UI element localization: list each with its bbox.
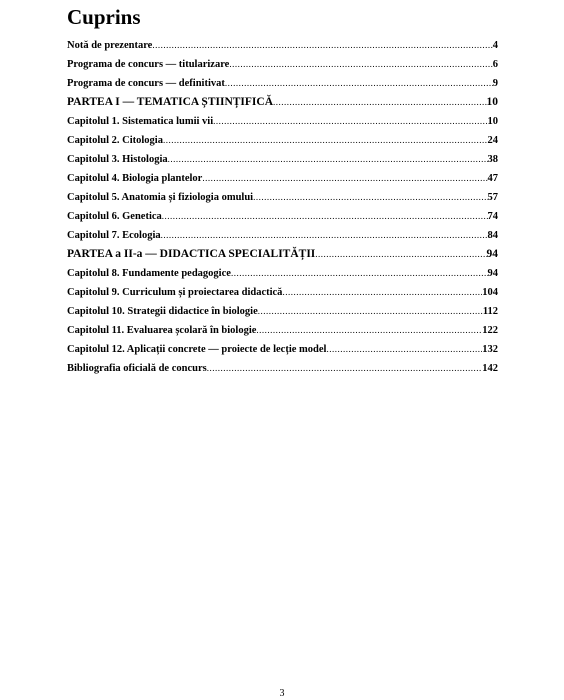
dot-leader bbox=[202, 169, 487, 188]
toc-entry-page: 38 bbox=[487, 154, 498, 165]
toc-entry-label: Capitolul 8. Fundamente pedagogice bbox=[67, 268, 231, 279]
toc-part-label: PARTEA I — TEMATICA ȘTIINȚIFICĂ bbox=[67, 96, 274, 108]
toc-entry-label: Capitolul 10. Strategii didactice în biologie bbox=[67, 306, 258, 317]
toc-entry-label: Capitolul 4. Biologia plantelor bbox=[67, 173, 203, 184]
toc-entry-label: Capitolul 9. Curriculum și proiectarea didactică bbox=[67, 287, 283, 298]
toc-entry-capitolul-11[interactable] bbox=[67, 321, 498, 340]
toc-entry-capitolul-8[interactable] bbox=[67, 264, 498, 283]
toc-entry-page: 112 bbox=[482, 306, 498, 317]
dot-leader bbox=[231, 264, 488, 283]
toc-entry-label: Capitolul 6. Genetica bbox=[67, 211, 162, 222]
dot-leader bbox=[315, 245, 486, 264]
dot-leader bbox=[273, 93, 486, 112]
toc-entry-page: 104 bbox=[482, 287, 498, 298]
toc-entry-page: 47 bbox=[487, 173, 498, 184]
dot-leader bbox=[282, 283, 482, 302]
toc-entry-label: Capitolul 11. Evaluarea școlară în biologie bbox=[67, 325, 257, 336]
toc-entry-label: Capitolul 7. Ecologia bbox=[67, 230, 161, 241]
toc-entry-nota-de-prezentare[interactable] bbox=[67, 36, 498, 55]
toc-entry-label: Programa de concurs — titularizare bbox=[67, 59, 230, 70]
toc-entry-capitolul-10[interactable] bbox=[67, 302, 498, 321]
toc-entry-page: 74 bbox=[487, 211, 498, 222]
dot-leader bbox=[163, 131, 488, 150]
dot-leader bbox=[229, 55, 492, 74]
page-number: 3 bbox=[279, 688, 285, 699]
toc-entry-capitolul-1[interactable] bbox=[67, 112, 498, 131]
dot-leader bbox=[161, 226, 488, 245]
toc-entry-label: Notă de prezentare bbox=[67, 40, 153, 51]
dot-leader bbox=[253, 188, 487, 207]
dot-leader bbox=[168, 150, 488, 169]
toc-entry-page: 122 bbox=[482, 325, 498, 336]
toc-entry-capitolul-9[interactable] bbox=[67, 283, 498, 302]
toc-part-label: PARTEA a II-a — DIDACTICA SPECIALITĂȚII bbox=[67, 248, 316, 260]
toc-part-heading-1[interactable] bbox=[67, 93, 498, 112]
toc-entry-page: 10 bbox=[486, 96, 498, 108]
table-of-contents bbox=[67, 36, 498, 378]
toc-entry-page: 10 bbox=[487, 116, 498, 127]
toc-part-heading-2[interactable] bbox=[67, 245, 498, 264]
toc-entry-label: Bibliografia oficială de concurs bbox=[67, 363, 207, 374]
toc-entry-page: 94 bbox=[486, 248, 498, 260]
toc-entry-capitolul-3[interactable] bbox=[67, 150, 498, 169]
toc-entry-capitolul-5[interactable] bbox=[67, 188, 498, 207]
toc-entry-label: Capitolul 2. Citologia bbox=[67, 135, 163, 146]
toc-entry-page: 9 bbox=[492, 78, 498, 89]
toc-entry-programa-definitivat[interactable] bbox=[67, 74, 498, 93]
dot-leader bbox=[326, 340, 482, 359]
dot-leader bbox=[152, 36, 492, 55]
toc-entry-capitolul-4[interactable] bbox=[67, 169, 498, 188]
toc-entry-label: Capitolul 12. Aplicații concrete — proiecte de lecție model bbox=[67, 344, 327, 355]
dot-leader bbox=[207, 359, 483, 378]
toc-entry-page: 4 bbox=[492, 40, 498, 51]
toc-entry-label: Programa de concurs — definitivat bbox=[67, 78, 225, 89]
toc-entry-capitolul-7[interactable] bbox=[67, 226, 498, 245]
toc-entry-capitolul-6[interactable] bbox=[67, 207, 498, 226]
toc-entry-page: 6 bbox=[492, 59, 498, 70]
toc-entry-page: 94 bbox=[487, 268, 498, 279]
toc-entry-page: 57 bbox=[487, 192, 498, 203]
toc-entry-page: 142 bbox=[482, 363, 498, 374]
toc-entry-page: 132 bbox=[482, 344, 498, 355]
page-title: Cuprins bbox=[67, 5, 141, 29]
dot-leader bbox=[225, 74, 493, 93]
dot-leader bbox=[213, 112, 487, 131]
dot-leader bbox=[258, 302, 483, 321]
dot-leader bbox=[162, 207, 488, 226]
toc-entry-page: 24 bbox=[487, 135, 498, 146]
toc-entry-label: Capitolul 1. Sistematica lumii vii bbox=[67, 116, 214, 127]
toc-entry-page: 84 bbox=[487, 230, 498, 241]
toc-entry-capitolul-12[interactable] bbox=[67, 340, 498, 359]
toc-entry-label: Capitolul 3. Histologia bbox=[67, 154, 168, 165]
dot-leader bbox=[256, 321, 482, 340]
toc-entry-bibliografia[interactable] bbox=[67, 359, 498, 378]
toc-entry-programa-titularizare[interactable] bbox=[67, 55, 498, 74]
toc-entry-capitolul-2[interactable] bbox=[67, 131, 498, 150]
toc-entry-label: Capitolul 5. Anatomia și fiziologia omului bbox=[67, 192, 254, 203]
